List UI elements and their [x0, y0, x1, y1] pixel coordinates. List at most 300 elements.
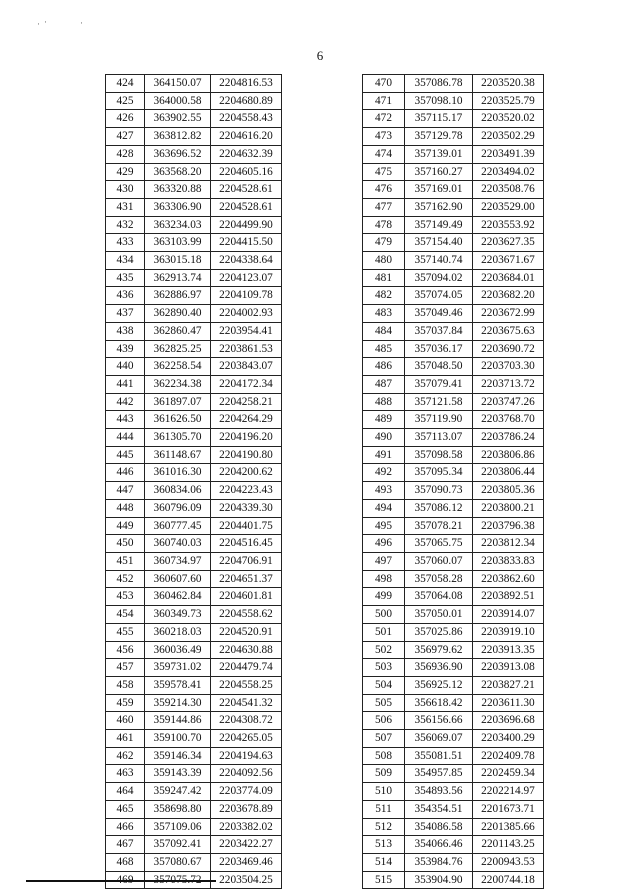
table-row	[106, 818, 282, 836]
point-number-cell: 515	[363, 871, 405, 889]
table-row	[363, 694, 544, 712]
y-coordinate-cell: 2203914.07	[473, 606, 544, 624]
x-coordinate-cell: 359144.86	[145, 712, 211, 730]
table-row	[363, 446, 544, 464]
point-number-cell: 471	[363, 92, 405, 110]
point-number-cell: 424	[106, 75, 145, 93]
table-row	[106, 411, 282, 429]
y-coordinate-cell: 2203954.41	[211, 322, 282, 340]
point-number-cell: 513	[363, 836, 405, 854]
table-row	[106, 694, 282, 712]
point-number-cell: 460	[106, 712, 145, 730]
table-row	[106, 305, 282, 323]
table-row	[106, 853, 282, 871]
table-row	[363, 269, 544, 287]
point-number-cell: 436	[106, 287, 145, 305]
point-number-cell: 505	[363, 694, 405, 712]
y-coordinate-cell: 2201143.25	[473, 836, 544, 854]
table-row	[363, 588, 544, 606]
y-coordinate-cell: 2203919.10	[473, 623, 544, 641]
table-row	[363, 252, 544, 270]
point-number-cell: 435	[106, 269, 145, 287]
point-number-cell: 432	[106, 216, 145, 234]
table-row	[363, 641, 544, 659]
y-coordinate-cell: 2203525.79	[473, 92, 544, 110]
y-coordinate-cell: 2203682.20	[473, 287, 544, 305]
x-coordinate-cell: 357098.10	[405, 92, 473, 110]
table-row	[363, 429, 544, 447]
y-coordinate-cell: 2204308.72	[211, 712, 282, 730]
x-coordinate-cell: 360734.97	[145, 552, 211, 570]
x-coordinate-cell: 357140.74	[405, 252, 473, 270]
x-coordinate-cell: 357119.90	[405, 411, 473, 429]
y-coordinate-cell: 2203690.72	[473, 340, 544, 358]
point-number-cell: 466	[106, 818, 145, 836]
y-coordinate-cell: 2204706.91	[211, 552, 282, 570]
x-coordinate-cell: 363306.90	[145, 198, 211, 216]
y-coordinate-cell: 2204680.89	[211, 92, 282, 110]
x-coordinate-cell: 362825.25	[145, 340, 211, 358]
x-coordinate-cell: 360218.03	[145, 623, 211, 641]
y-coordinate-cell: 2203833.83	[473, 552, 544, 570]
y-coordinate-cell: 2203382.02	[211, 818, 282, 836]
table-row	[106, 128, 282, 146]
point-number-cell: 504	[363, 676, 405, 694]
y-coordinate-cell: 2203812.34	[473, 535, 544, 553]
y-coordinate-cell: 2203806.86	[473, 446, 544, 464]
x-coordinate-cell: 361016.30	[145, 464, 211, 482]
y-coordinate-cell: 2203520.38	[473, 75, 544, 93]
x-coordinate-cell: 359731.02	[145, 659, 211, 677]
table-row	[363, 747, 544, 765]
table-row	[363, 800, 544, 818]
x-coordinate-cell: 357139.01	[405, 145, 473, 163]
point-number-cell: 462	[106, 747, 145, 765]
y-coordinate-cell: 2201385.66	[473, 818, 544, 836]
y-coordinate-cell: 2203627.35	[473, 234, 544, 252]
table-row	[363, 340, 544, 358]
point-number-cell: 469	[106, 871, 145, 889]
point-number-cell: 429	[106, 163, 145, 181]
x-coordinate-cell: 357080.67	[145, 853, 211, 871]
x-coordinate-cell: 357037.84	[405, 322, 473, 340]
x-coordinate-cell: 364150.07	[145, 75, 211, 93]
table-row	[106, 446, 282, 464]
point-number-cell: 461	[106, 730, 145, 748]
x-coordinate-cell: 362890.40	[145, 305, 211, 323]
table-row	[363, 499, 544, 517]
point-number-cell: 476	[363, 181, 405, 199]
table-row	[106, 75, 282, 93]
point-number-cell: 502	[363, 641, 405, 659]
table-row	[363, 871, 544, 889]
table-row	[106, 145, 282, 163]
coordinates-table-right	[362, 74, 544, 889]
table-row	[363, 287, 544, 305]
y-coordinate-cell: 2203684.01	[473, 269, 544, 287]
x-coordinate-cell: 357065.75	[405, 535, 473, 553]
y-coordinate-cell: 2204558.62	[211, 606, 282, 624]
point-number-cell: 459	[106, 694, 145, 712]
table-row	[363, 853, 544, 871]
table-row	[106, 535, 282, 553]
point-number-cell: 465	[106, 800, 145, 818]
x-coordinate-cell: 357074.05	[405, 287, 473, 305]
point-number-cell: 485	[363, 340, 405, 358]
point-number-cell: 428	[106, 145, 145, 163]
table-body	[106, 75, 282, 889]
point-number-cell: 439	[106, 340, 145, 358]
table-row	[106, 234, 282, 252]
table-row	[106, 375, 282, 393]
point-number-cell: 425	[106, 92, 145, 110]
x-coordinate-cell: 356979.62	[405, 641, 473, 659]
point-number-cell: 474	[363, 145, 405, 163]
x-coordinate-cell: 357095.34	[405, 464, 473, 482]
x-coordinate-cell: 357121.58	[405, 393, 473, 411]
x-coordinate-cell: 360462.84	[145, 588, 211, 606]
y-coordinate-cell: 2201673.71	[473, 800, 544, 818]
point-number-cell: 477	[363, 198, 405, 216]
point-number-cell: 437	[106, 305, 145, 323]
point-number-cell: 455	[106, 623, 145, 641]
table-row	[363, 659, 544, 677]
point-number-cell: 491	[363, 446, 405, 464]
table-row	[363, 836, 544, 854]
x-coordinate-cell: 358698.80	[145, 800, 211, 818]
x-coordinate-cell: 357058.28	[405, 570, 473, 588]
point-number-cell: 484	[363, 322, 405, 340]
point-number-cell: 478	[363, 216, 405, 234]
x-coordinate-cell: 357098.58	[405, 446, 473, 464]
x-coordinate-cell: 357078.21	[405, 517, 473, 535]
point-number-cell: 426	[106, 110, 145, 128]
x-coordinate-cell: 361305.70	[145, 429, 211, 447]
x-coordinate-cell: 354354.51	[405, 800, 473, 818]
y-coordinate-cell: 2204528.61	[211, 198, 282, 216]
x-coordinate-cell: 357109.06	[145, 818, 211, 836]
page-number: 6	[316, 48, 324, 63]
y-coordinate-cell: 2203502.29	[473, 128, 544, 146]
point-number-cell: 440	[106, 358, 145, 376]
y-coordinate-cell: 2204002.93	[211, 305, 282, 323]
table-row	[106, 181, 282, 199]
x-coordinate-cell: 357129.78	[405, 128, 473, 146]
x-coordinate-cell: 357086.78	[405, 75, 473, 93]
point-number-cell: 503	[363, 659, 405, 677]
y-coordinate-cell: 2204223.43	[211, 482, 282, 500]
point-number-cell: 483	[363, 305, 405, 323]
y-coordinate-cell: 2203422.27	[211, 836, 282, 854]
y-coordinate-cell: 2203520.02	[473, 110, 544, 128]
y-coordinate-cell: 2200744.18	[473, 871, 544, 889]
y-coordinate-cell: 2204499.90	[211, 216, 282, 234]
y-coordinate-cell: 2203796.38	[473, 517, 544, 535]
table-row	[363, 570, 544, 588]
point-number-cell: 468	[106, 853, 145, 871]
point-number-cell: 510	[363, 783, 405, 801]
y-coordinate-cell: 2204651.37	[211, 570, 282, 588]
table-row	[106, 517, 282, 535]
table-row	[106, 570, 282, 588]
point-number-cell: 444	[106, 429, 145, 447]
point-number-cell: 480	[363, 252, 405, 270]
point-number-cell: 475	[363, 163, 405, 181]
x-coordinate-cell: 362913.74	[145, 269, 211, 287]
x-coordinate-cell: 363320.88	[145, 181, 211, 199]
y-coordinate-cell: 2203806.44	[473, 464, 544, 482]
point-number-cell: 487	[363, 375, 405, 393]
point-number-cell: 492	[363, 464, 405, 482]
y-coordinate-cell: 2203400.29	[473, 730, 544, 748]
table-row	[363, 375, 544, 393]
y-coordinate-cell: 2203861.53	[211, 340, 282, 358]
y-coordinate-cell: 2204200.62	[211, 464, 282, 482]
x-coordinate-cell: 361626.50	[145, 411, 211, 429]
y-coordinate-cell: 2204630.88	[211, 641, 282, 659]
table-row	[106, 730, 282, 748]
x-coordinate-cell: 357092.41	[145, 836, 211, 854]
y-coordinate-cell: 2204401.75	[211, 517, 282, 535]
x-coordinate-cell: 362258.54	[145, 358, 211, 376]
point-number-cell: 488	[363, 393, 405, 411]
y-coordinate-cell: 2203494.02	[473, 163, 544, 181]
point-number-cell: 472	[363, 110, 405, 128]
table-row	[106, 358, 282, 376]
point-number-cell: 456	[106, 641, 145, 659]
point-number-cell: 452	[106, 570, 145, 588]
y-coordinate-cell: 2203862.60	[473, 570, 544, 588]
y-coordinate-cell: 2203671.67	[473, 252, 544, 270]
y-coordinate-cell: 2204338.64	[211, 252, 282, 270]
table-row	[363, 712, 544, 730]
point-number-cell: 500	[363, 606, 405, 624]
x-coordinate-cell: 360796.09	[145, 499, 211, 517]
y-coordinate-cell: 2202214.97	[473, 783, 544, 801]
y-coordinate-cell: 2203913.08	[473, 659, 544, 677]
table-row	[106, 606, 282, 624]
table-row	[106, 641, 282, 659]
y-coordinate-cell: 2204339.30	[211, 499, 282, 517]
x-coordinate-cell: 354957.85	[405, 765, 473, 783]
table-row	[363, 163, 544, 181]
y-coordinate-cell: 2204558.25	[211, 676, 282, 694]
y-coordinate-cell: 2204558.43	[211, 110, 282, 128]
x-coordinate-cell: 357049.46	[405, 305, 473, 323]
table-row	[106, 198, 282, 216]
point-number-cell: 506	[363, 712, 405, 730]
y-coordinate-cell: 2203672.99	[473, 305, 544, 323]
table-row	[106, 269, 282, 287]
y-coordinate-cell: 2203675.63	[473, 322, 544, 340]
table-row	[363, 110, 544, 128]
y-coordinate-cell: 2204092.56	[211, 765, 282, 783]
point-number-cell: 481	[363, 269, 405, 287]
y-coordinate-cell: 2203713.72	[473, 375, 544, 393]
x-coordinate-cell: 363696.52	[145, 145, 211, 163]
x-coordinate-cell: 362234.38	[145, 375, 211, 393]
y-coordinate-cell: 2203491.39	[473, 145, 544, 163]
table-body	[363, 75, 544, 889]
table-row	[363, 393, 544, 411]
point-number-cell: 507	[363, 730, 405, 748]
point-number-cell: 497	[363, 552, 405, 570]
table-row	[106, 464, 282, 482]
table-row	[106, 800, 282, 818]
y-coordinate-cell: 2203504.25	[211, 871, 282, 889]
y-coordinate-cell: 2204601.81	[211, 588, 282, 606]
y-coordinate-cell: 2203678.89	[211, 800, 282, 818]
table-row	[106, 482, 282, 500]
x-coordinate-cell: 362886.97	[145, 287, 211, 305]
table-row	[106, 765, 282, 783]
table-row	[106, 499, 282, 517]
point-number-cell: 509	[363, 765, 405, 783]
x-coordinate-cell: 356936.90	[405, 659, 473, 677]
x-coordinate-cell: 357079.41	[405, 375, 473, 393]
point-number-cell: 489	[363, 411, 405, 429]
table-row	[363, 730, 544, 748]
table-row	[106, 322, 282, 340]
x-coordinate-cell: 359247.42	[145, 783, 211, 801]
table-row	[363, 234, 544, 252]
point-number-cell: 449	[106, 517, 145, 535]
table-row	[363, 305, 544, 323]
x-coordinate-cell: 354086.58	[405, 818, 473, 836]
table-row	[363, 535, 544, 553]
point-number-cell: 454	[106, 606, 145, 624]
table-row	[106, 747, 282, 765]
table-row	[106, 110, 282, 128]
y-coordinate-cell: 2203843.07	[211, 358, 282, 376]
scan-mark: ·	[80, 18, 83, 28]
y-coordinate-cell: 2204528.61	[211, 181, 282, 199]
point-number-cell: 433	[106, 234, 145, 252]
coordinates-table-left	[105, 74, 282, 889]
point-number-cell: 494	[363, 499, 405, 517]
table-row	[106, 623, 282, 641]
y-coordinate-cell: 2203747.26	[473, 393, 544, 411]
point-number-cell: 447	[106, 482, 145, 500]
table-row	[106, 287, 282, 305]
x-coordinate-cell: 353904.90	[405, 871, 473, 889]
x-coordinate-cell: 354893.56	[405, 783, 473, 801]
point-number-cell: 430	[106, 181, 145, 199]
x-coordinate-cell: 357025.86	[405, 623, 473, 641]
point-number-cell: 438	[106, 322, 145, 340]
x-coordinate-cell: 357050.01	[405, 606, 473, 624]
y-coordinate-cell: 2204520.91	[211, 623, 282, 641]
table-row	[363, 75, 544, 93]
point-number-cell: 445	[106, 446, 145, 464]
x-coordinate-cell: 360834.06	[145, 482, 211, 500]
x-coordinate-cell: 360740.03	[145, 535, 211, 553]
y-coordinate-cell: 2203805.36	[473, 482, 544, 500]
table-row	[363, 322, 544, 340]
y-coordinate-cell: 2204194.63	[211, 747, 282, 765]
y-coordinate-cell: 2204605.16	[211, 163, 282, 181]
x-coordinate-cell: 355081.51	[405, 747, 473, 765]
x-coordinate-cell: 357169.01	[405, 181, 473, 199]
point-number-cell: 482	[363, 287, 405, 305]
x-coordinate-cell: 361148.67	[145, 446, 211, 464]
point-number-cell: 441	[106, 375, 145, 393]
point-number-cell: 496	[363, 535, 405, 553]
x-coordinate-cell: 359214.30	[145, 694, 211, 712]
point-number-cell: 446	[106, 464, 145, 482]
y-coordinate-cell: 2204516.45	[211, 535, 282, 553]
x-coordinate-cell: 363234.03	[145, 216, 211, 234]
x-coordinate-cell: 360607.60	[145, 570, 211, 588]
y-coordinate-cell: 2204258.21	[211, 393, 282, 411]
y-coordinate-cell: 2204541.32	[211, 694, 282, 712]
point-number-cell: 508	[363, 747, 405, 765]
y-coordinate-cell: 2203768.70	[473, 411, 544, 429]
point-number-cell: 450	[106, 535, 145, 553]
x-coordinate-cell: 357075.72	[145, 871, 211, 889]
point-number-cell: 448	[106, 499, 145, 517]
point-number-cell: 486	[363, 358, 405, 376]
x-coordinate-cell: 360777.45	[145, 517, 211, 535]
point-number-cell: 464	[106, 783, 145, 801]
point-number-cell: 512	[363, 818, 405, 836]
table-row	[363, 623, 544, 641]
x-coordinate-cell: 357149.49	[405, 216, 473, 234]
table-row	[106, 783, 282, 801]
x-coordinate-cell: 360036.49	[145, 641, 211, 659]
table-row	[106, 588, 282, 606]
y-coordinate-cell: 2202459.34	[473, 765, 544, 783]
x-coordinate-cell: 363015.18	[145, 252, 211, 270]
y-coordinate-cell: 2204616.20	[211, 128, 282, 146]
table-row	[106, 659, 282, 677]
y-coordinate-cell: 2203827.21	[473, 676, 544, 694]
point-number-cell: 495	[363, 517, 405, 535]
x-coordinate-cell: 357094.02	[405, 269, 473, 287]
y-coordinate-cell: 2204415.50	[211, 234, 282, 252]
y-coordinate-cell: 2203800.21	[473, 499, 544, 517]
x-coordinate-cell: 357115.17	[405, 110, 473, 128]
table-row	[106, 712, 282, 730]
table-row	[363, 482, 544, 500]
x-coordinate-cell: 357036.17	[405, 340, 473, 358]
point-number-cell: 514	[363, 853, 405, 871]
point-number-cell: 458	[106, 676, 145, 694]
point-number-cell: 443	[106, 411, 145, 429]
table-row	[106, 252, 282, 270]
x-coordinate-cell: 356069.07	[405, 730, 473, 748]
x-coordinate-cell: 356156.66	[405, 712, 473, 730]
y-coordinate-cell: 2202409.78	[473, 747, 544, 765]
x-coordinate-cell: 363568.20	[145, 163, 211, 181]
table-row	[106, 552, 282, 570]
y-coordinate-cell: 2203774.09	[211, 783, 282, 801]
x-coordinate-cell: 357090.73	[405, 482, 473, 500]
y-coordinate-cell: 2204196.20	[211, 429, 282, 447]
x-coordinate-cell: 362860.47	[145, 322, 211, 340]
y-coordinate-cell: 2200943.53	[473, 853, 544, 871]
scan-mark: ·	[44, 17, 47, 27]
x-coordinate-cell: 357154.40	[405, 234, 473, 252]
table-row	[363, 818, 544, 836]
point-number-cell: 434	[106, 252, 145, 270]
y-coordinate-cell: 2204479.74	[211, 659, 282, 677]
y-coordinate-cell: 2203508.76	[473, 181, 544, 199]
table-row	[363, 216, 544, 234]
point-number-cell: 511	[363, 800, 405, 818]
table-row	[363, 181, 544, 199]
y-coordinate-cell: 2203469.46	[211, 853, 282, 871]
